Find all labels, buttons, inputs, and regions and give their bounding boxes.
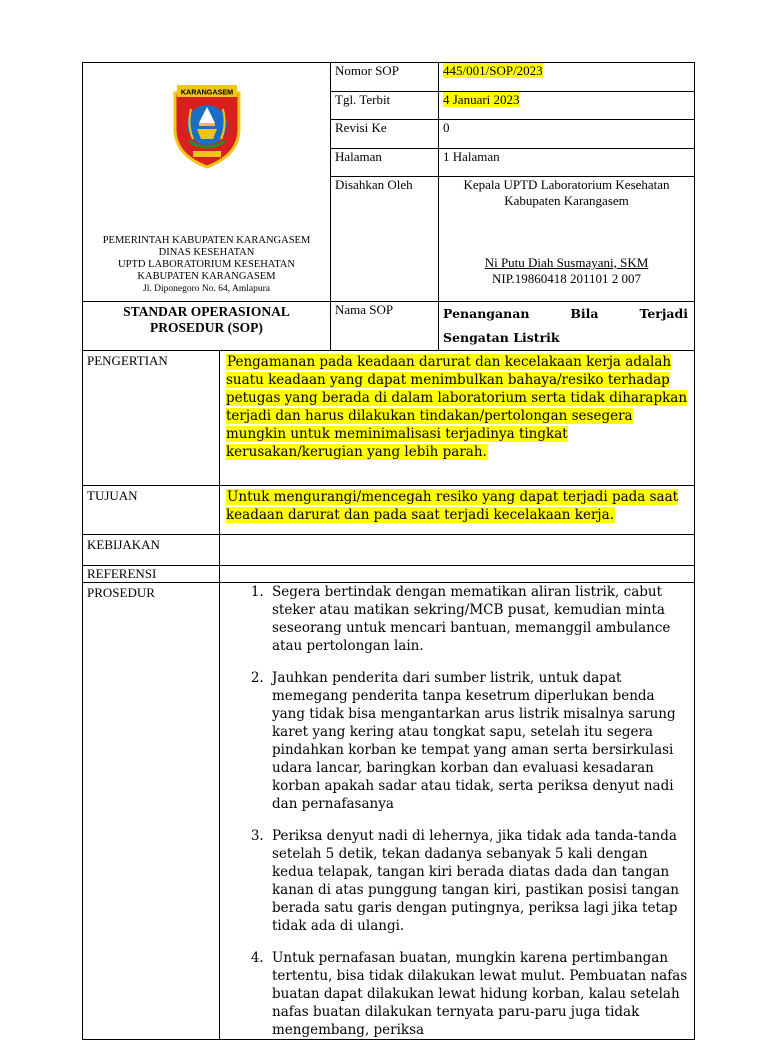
org-line: DINAS KESEHATAN bbox=[158, 247, 255, 258]
doc-title: STANDAR OPERASIONAL bbox=[123, 304, 290, 319]
referensi-cell bbox=[220, 566, 695, 583]
karangasem-emblem-icon bbox=[169, 79, 245, 169]
nomor-sop-value: 445/001/SOP/2023 bbox=[443, 63, 543, 78]
sop-name-label: Nama SOP bbox=[331, 302, 439, 351]
approver-title: Kabupaten Karangasem bbox=[504, 193, 629, 208]
pengertian-label: PENGERTIAN bbox=[83, 351, 220, 486]
approver-name: Ni Putu Diah Susmayani, SKM bbox=[484, 255, 649, 270]
org-line: KABUPATEN KARANGASEM bbox=[137, 271, 276, 282]
referensi-label: REFERENSI bbox=[83, 566, 220, 583]
prosedur-cell bbox=[220, 583, 695, 1040]
prosedur-label: PROSEDUR bbox=[83, 583, 220, 1040]
emblem-text: KARANGASEM bbox=[180, 87, 233, 97]
tujuan-label: TUJUAN bbox=[83, 486, 220, 535]
sop-name: Penanganan Bila Terjadi bbox=[443, 306, 688, 321]
tujuan-text: Untuk mengurangi/mencegah resiko yang dapat terjadi pada saat keadaan darurat dan pada saat terjadi kecelakaan kerja. bbox=[226, 489, 679, 523]
sop-header-table bbox=[82, 62, 695, 351]
org-address: Jl. Diponegoro No. 64, Amlapura bbox=[143, 284, 270, 294]
prosedur-step: 3. Periksa denyut nadi di lehernya, jika tidak ada tanda-tanda setelah 5 detik, tekan dadanya sebanyak 5 kali dengan kedua telapak, tangan kiri berada diatas dada dan tangan kanan di atas punggung tangan kiri, pastikan posisi tangan berada satu garis dengan putingnya, periksa lagi jika tetap tidak ada di ulangi. bbox=[268, 827, 688, 935]
tujuan-cell bbox=[220, 486, 695, 535]
approval-cell bbox=[439, 177, 695, 302]
tgl-terbit-value: 4 Januari 2023 bbox=[443, 91, 520, 107]
kebijakan-label: KEBIJAKAN bbox=[83, 535, 220, 566]
sop-body-table bbox=[82, 351, 695, 1040]
sop-name: Sengatan Listrik bbox=[443, 330, 560, 345]
pengertian-text: Pengamanan pada keadaan darurat dan kecelakaan kerja adalah suatu keadaan yang dapat menimbulkan bahaya/resiko terhadap petugas yang berada di dalam laboratorium serta tidak diharapkan terjadi dan harus dilakukan tindakan/pertolongan sesegera mungkin untuk meminimalisasi terjadinya tingkat kerusakan/kerugian yang lebih parah. bbox=[226, 354, 688, 460]
revisi-value: 0 bbox=[439, 120, 695, 149]
org-line: UPTD LABORATORIUM KESEHATAN bbox=[118, 259, 295, 270]
meta-label: Revisi Ke bbox=[331, 120, 439, 149]
org-identity-cell bbox=[83, 63, 331, 302]
prosedur-step: 1. Segera bertindak dengan mematikan aliran listrik, cabut steker atau matikan sekring/MCB pusat, kemudian minta seseorang untuk mencari bantuan, memanggil ambulance atau pertolongan lain. bbox=[268, 583, 688, 655]
approver-title: Kepala UPTD Laboratorium Kesehatan bbox=[463, 177, 670, 192]
kebijakan-cell bbox=[220, 535, 695, 566]
prosedur-list bbox=[220, 583, 688, 1039]
meta-label: Tgl. Terbit bbox=[331, 91, 439, 120]
doc-title-cell bbox=[83, 302, 331, 351]
prosedur-step: 2. Jauhkan penderita dari sumber listrik, untuk dapat memegang penderita tanpa kesetrum diperlukan benda yang tidak bisa mengantarkan arus listrik misalnya sarung karet yang kering atau tongkat sapu, setelah itu segera pindahkan korban ke tempat yang aman serta bersirkulasi udara lancar, baringkan korban dan evaluasi kesadaran korban apakah sadar atau tidak, serta periksa denyut nadi dan pernafasanya bbox=[268, 669, 688, 813]
prosedur-step: 4. Untuk pernafasan buatan, mungkin karena pertimbangan tertentu, bisa tidak dilakukan lewat mulut. Pembuatan nafas buatan dapat dilakukan lewat hidung korban, kalau setelah nafas buatan dilakukan ternyata paru-paru juga tidak mengembang, periksa bbox=[268, 949, 688, 1039]
sop-name-cell bbox=[439, 302, 695, 351]
meta-value-nomor bbox=[439, 63, 695, 92]
approver-nip: NIP.19860418 201101 2 007 bbox=[491, 271, 642, 286]
org-line: PEMERINTAH KABUPATEN KARANGASEM bbox=[102, 235, 311, 246]
doc-title: PROSEDUR (SOP) bbox=[150, 320, 263, 335]
meta-value-tgl bbox=[439, 91, 695, 120]
approved-label: Disahkan Oleh bbox=[331, 177, 439, 302]
meta-label: Halaman bbox=[331, 148, 439, 177]
sop-document bbox=[82, 62, 694, 1040]
pengertian-cell bbox=[220, 351, 695, 486]
meta-label: Nomor SOP bbox=[331, 63, 439, 92]
halaman-value: 1 Halaman bbox=[439, 148, 695, 177]
